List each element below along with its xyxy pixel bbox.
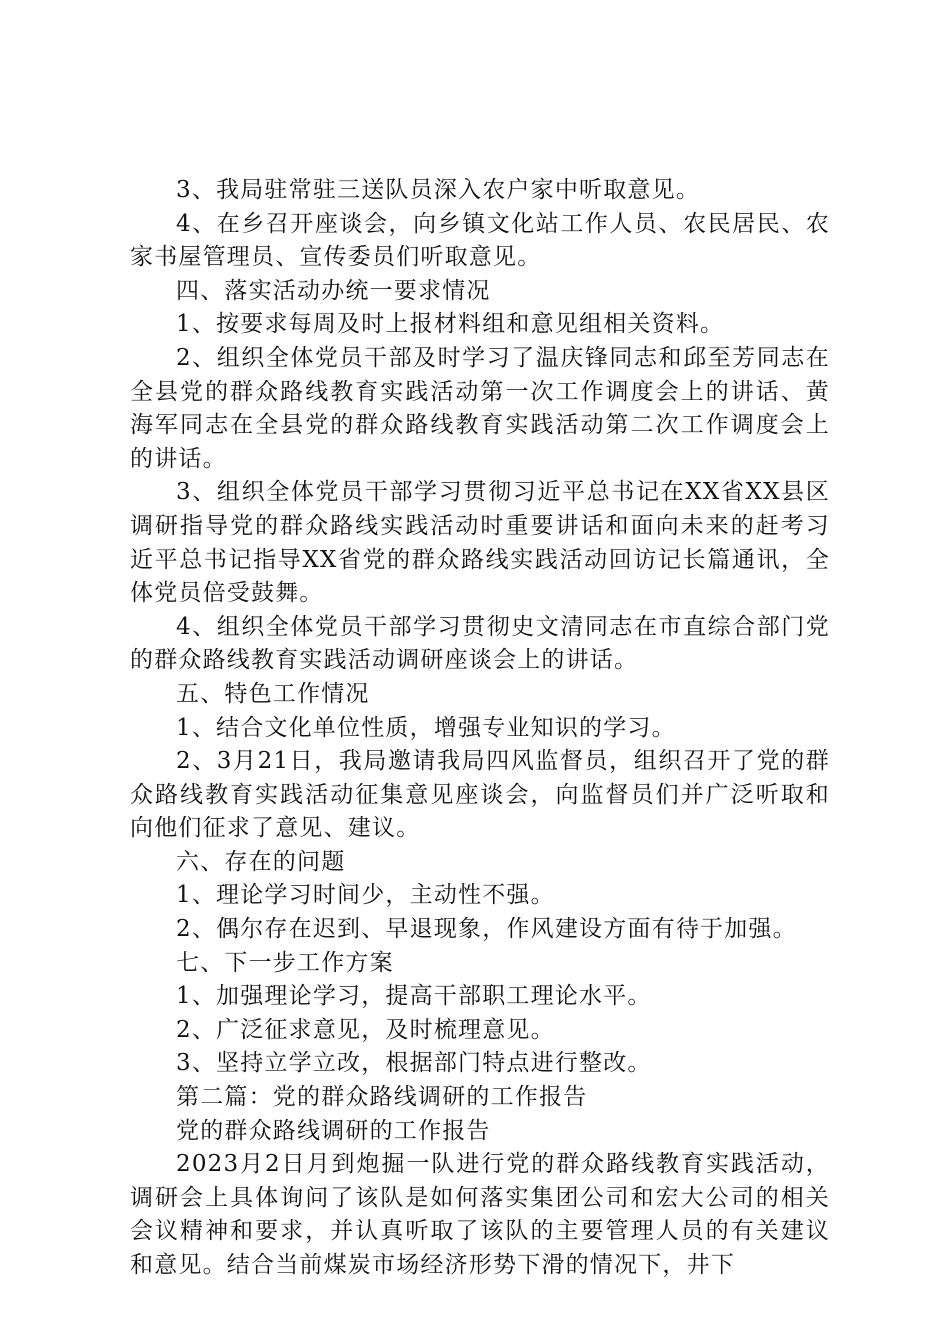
list-item: 1、结合文化单位性质，增强专业知识的学习。 [176,714,676,741]
list-item: 3、组织全体党员干部学习贯彻习近平总书记在XX省XX县区调研指导党的群众路线实践活动时重要讲话和面向未来的赶考习近平总书记指导XX省党的群众路线实践活动回访记长篇通讯，全体党员倍受鼓舞。 [130,479,830,607]
body-paragraph: 2023月2日月到炮掘一队进行党的群众路线教育实践活动，调研会上具体询问了该队是如何落实集团公司和宏大公司的相关会议精神和要求，并认真听取了该队的主要管理人员的有关建议和意见。结合当前煤炭市场经济形势下滑的情况下，井下 [130,1151,830,1278]
list-item: 2、3月21日，我局邀请我局四风监督员，组织召开了党的群众路线教育实践活动征集意见座谈会，向监督员们并广泛听取和向他们征求了意见、建议。 [130,748,830,842]
section-heading: 四、落实活动办统一要求情况 [176,277,491,304]
list-item: 2、广泛征求意见，及时梳理意见。 [176,1016,555,1043]
article-subtitle: 党的群众路线调研的工作报告 [176,1117,491,1144]
list-item: 1、加强理论学习，提高干部职工理论水平。 [176,983,652,1010]
section-heading: 六、存在的问题 [176,848,346,875]
list-item: 4、组织全体党员干部学习贯彻史文清同志在市直综合部门党的群众路线教育实践活动调研座谈会上的讲话。 [130,613,830,674]
list-item: 4、在乡召开座谈会，向乡镇文化站工作人员、农民居民、农家书屋管理员、宣传委员们听取意见。 [130,210,830,271]
list-item: 3、坚持立学立改，根据部门特点进行整改。 [176,1050,652,1077]
document-body [130,174,830,1283]
list-item: 2、组织全体党员干部及时学习了温庆锋同志和邱至芳同志在全县党的群众路线教育实践活动第一次工作调度会上的讲话、黄海军同志在全县党的群众路线教育实践活动第二次工作调度会上的讲话。 [130,344,830,472]
section-heading: 五、特色工作情况 [176,680,370,707]
section-heading: 七、下一步工作方案 [176,949,394,976]
list-item: 3、我局驻常驻三送队员深入农户家中听取意见。 [176,177,701,203]
list-item: 1、按要求每周及时上报材料组和意见组相关资料。 [176,311,725,338]
article-title: 第二篇：党的群众路线调研的工作报告 [176,1084,588,1111]
list-item: 1、理论学习时间少，主动性不强。 [176,882,555,909]
list-item: 2、偶尔存在迟到、早退现象，作风建设方面有待于加强。 [176,916,797,943]
